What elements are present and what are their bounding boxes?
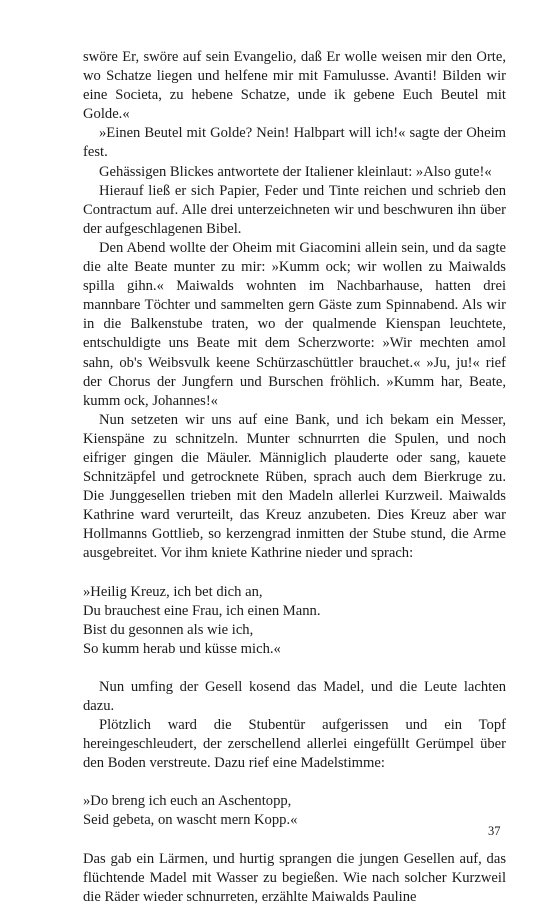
- verse-block: [83, 583, 506, 659]
- verse-block: [83, 792, 506, 830]
- verse-line: Du brauchest eine Frau, ich einen Mann.: [83, 602, 321, 619]
- verse-line: »Do breng ich euch an Aschentopp,: [83, 793, 292, 810]
- verse-line: »Heilig Kreuz, ich bet dich an,: [83, 583, 263, 600]
- paragraph: Hierauf ließ er sich Papier, Feder und Tinte reichen und schrieb den Contractum auf. Alle drei unterzeichneten wir und beschwuren ihn über der aufgeschlagenen Bibel.: [83, 182, 506, 237]
- book-page: [83, 48, 506, 907]
- paragraph: Gehässigen Blickes antwortete der Italiener kleinlaut: »Also gute!«: [99, 163, 492, 180]
- verse-line: So kumm herab und küsse mich.«: [83, 640, 281, 657]
- paragraph: swöre Er, swöre auf sein Evangelio, daß Er wolle weisen mir den Orte, wo Schatze liegen und helfene mir mit Famulusse. Avanti! Bilden wir eine Societa, zu hebene Schatze, unde ik gebene Euch Beutel mit Golde.«: [83, 49, 506, 123]
- page-number: 37: [488, 824, 501, 838]
- paragraph: Plötzlich ward die Stubentür aufgerissen und ein Topf hereingeschleudert, der zerschellend allerlei eingefüllt Gerümpel über den Boden verstreute. Dazu rief eine Madelstimme:: [83, 717, 506, 772]
- paragraph: Das gab ein Lärmen, und hurtig sprangen die jungen Gesellen auf, das flüchtende Madel mit Wasser zu begießen. Wie nach solcher Kurzweil die Räder wieder schnurreten, erzählte Maiwalds Pauline: [83, 850, 506, 905]
- paragraph: »Einen Beutel mit Golde? Nein! Halbpart will ich!« sagte der Oheim fest.: [83, 125, 506, 161]
- paragraph: Nun umfing der Gesell kosend das Madel, und die Leute lachten dazu.: [83, 678, 506, 714]
- paragraph: Nun setzeten wir uns auf eine Bank, und ich bekam ein Messer, Kienspäne zu schnitzeln. Munter schnurrten die Spulen, und noch eifriger gingen die Mäuler. Männiglich plauderte oder sang, kauete Schnitzäpfel und getrocknete Rüben, sprach auch dem Bierkruge zu. Die Junggesellen trieben mit den Madeln allerlei Kurzweil. Maiwalds Kathrine ward verurteilt, das Kreuz anzubeten. Dies Kreuz aber war Hollmanns Gottlieb, so kerzengrad inmitten der Stube stund, die Arme ausgebreitet. Vor ihm kniete Kathrine nieder und sprach:: [83, 411, 506, 562]
- verse-line: Bist du gesonnen als wie ich,: [83, 621, 254, 638]
- verse-line: Seid gebeta, on wascht mern Kopp.«: [83, 812, 298, 829]
- paragraph: Den Abend wollte der Oheim mit Giacomini allein sein, und da sagte die alte Beate munter zu mir: »Kumm ock; wir wollen zu Maiwalds spilla gihn.« Maiwalds wohnten im Nachbarhause, hatten drei mannbare Töchter und sammelten gern Gäste zum Spinnabend. Als wir in die Balkenstube traten, wo der qualmende Kienspan leuchtete, entschuldigte uns Beate mit dem Scherzworte: »Wir mechten amol sahn, ob's Weibsvulk keene Schürzaschüttler brauchet.« »Ju, ju!« rief der Chorus der Jungfern und Burschen fröhlich. »Kumm har, Beate, kumm ock, Johannes!«: [83, 239, 506, 409]
